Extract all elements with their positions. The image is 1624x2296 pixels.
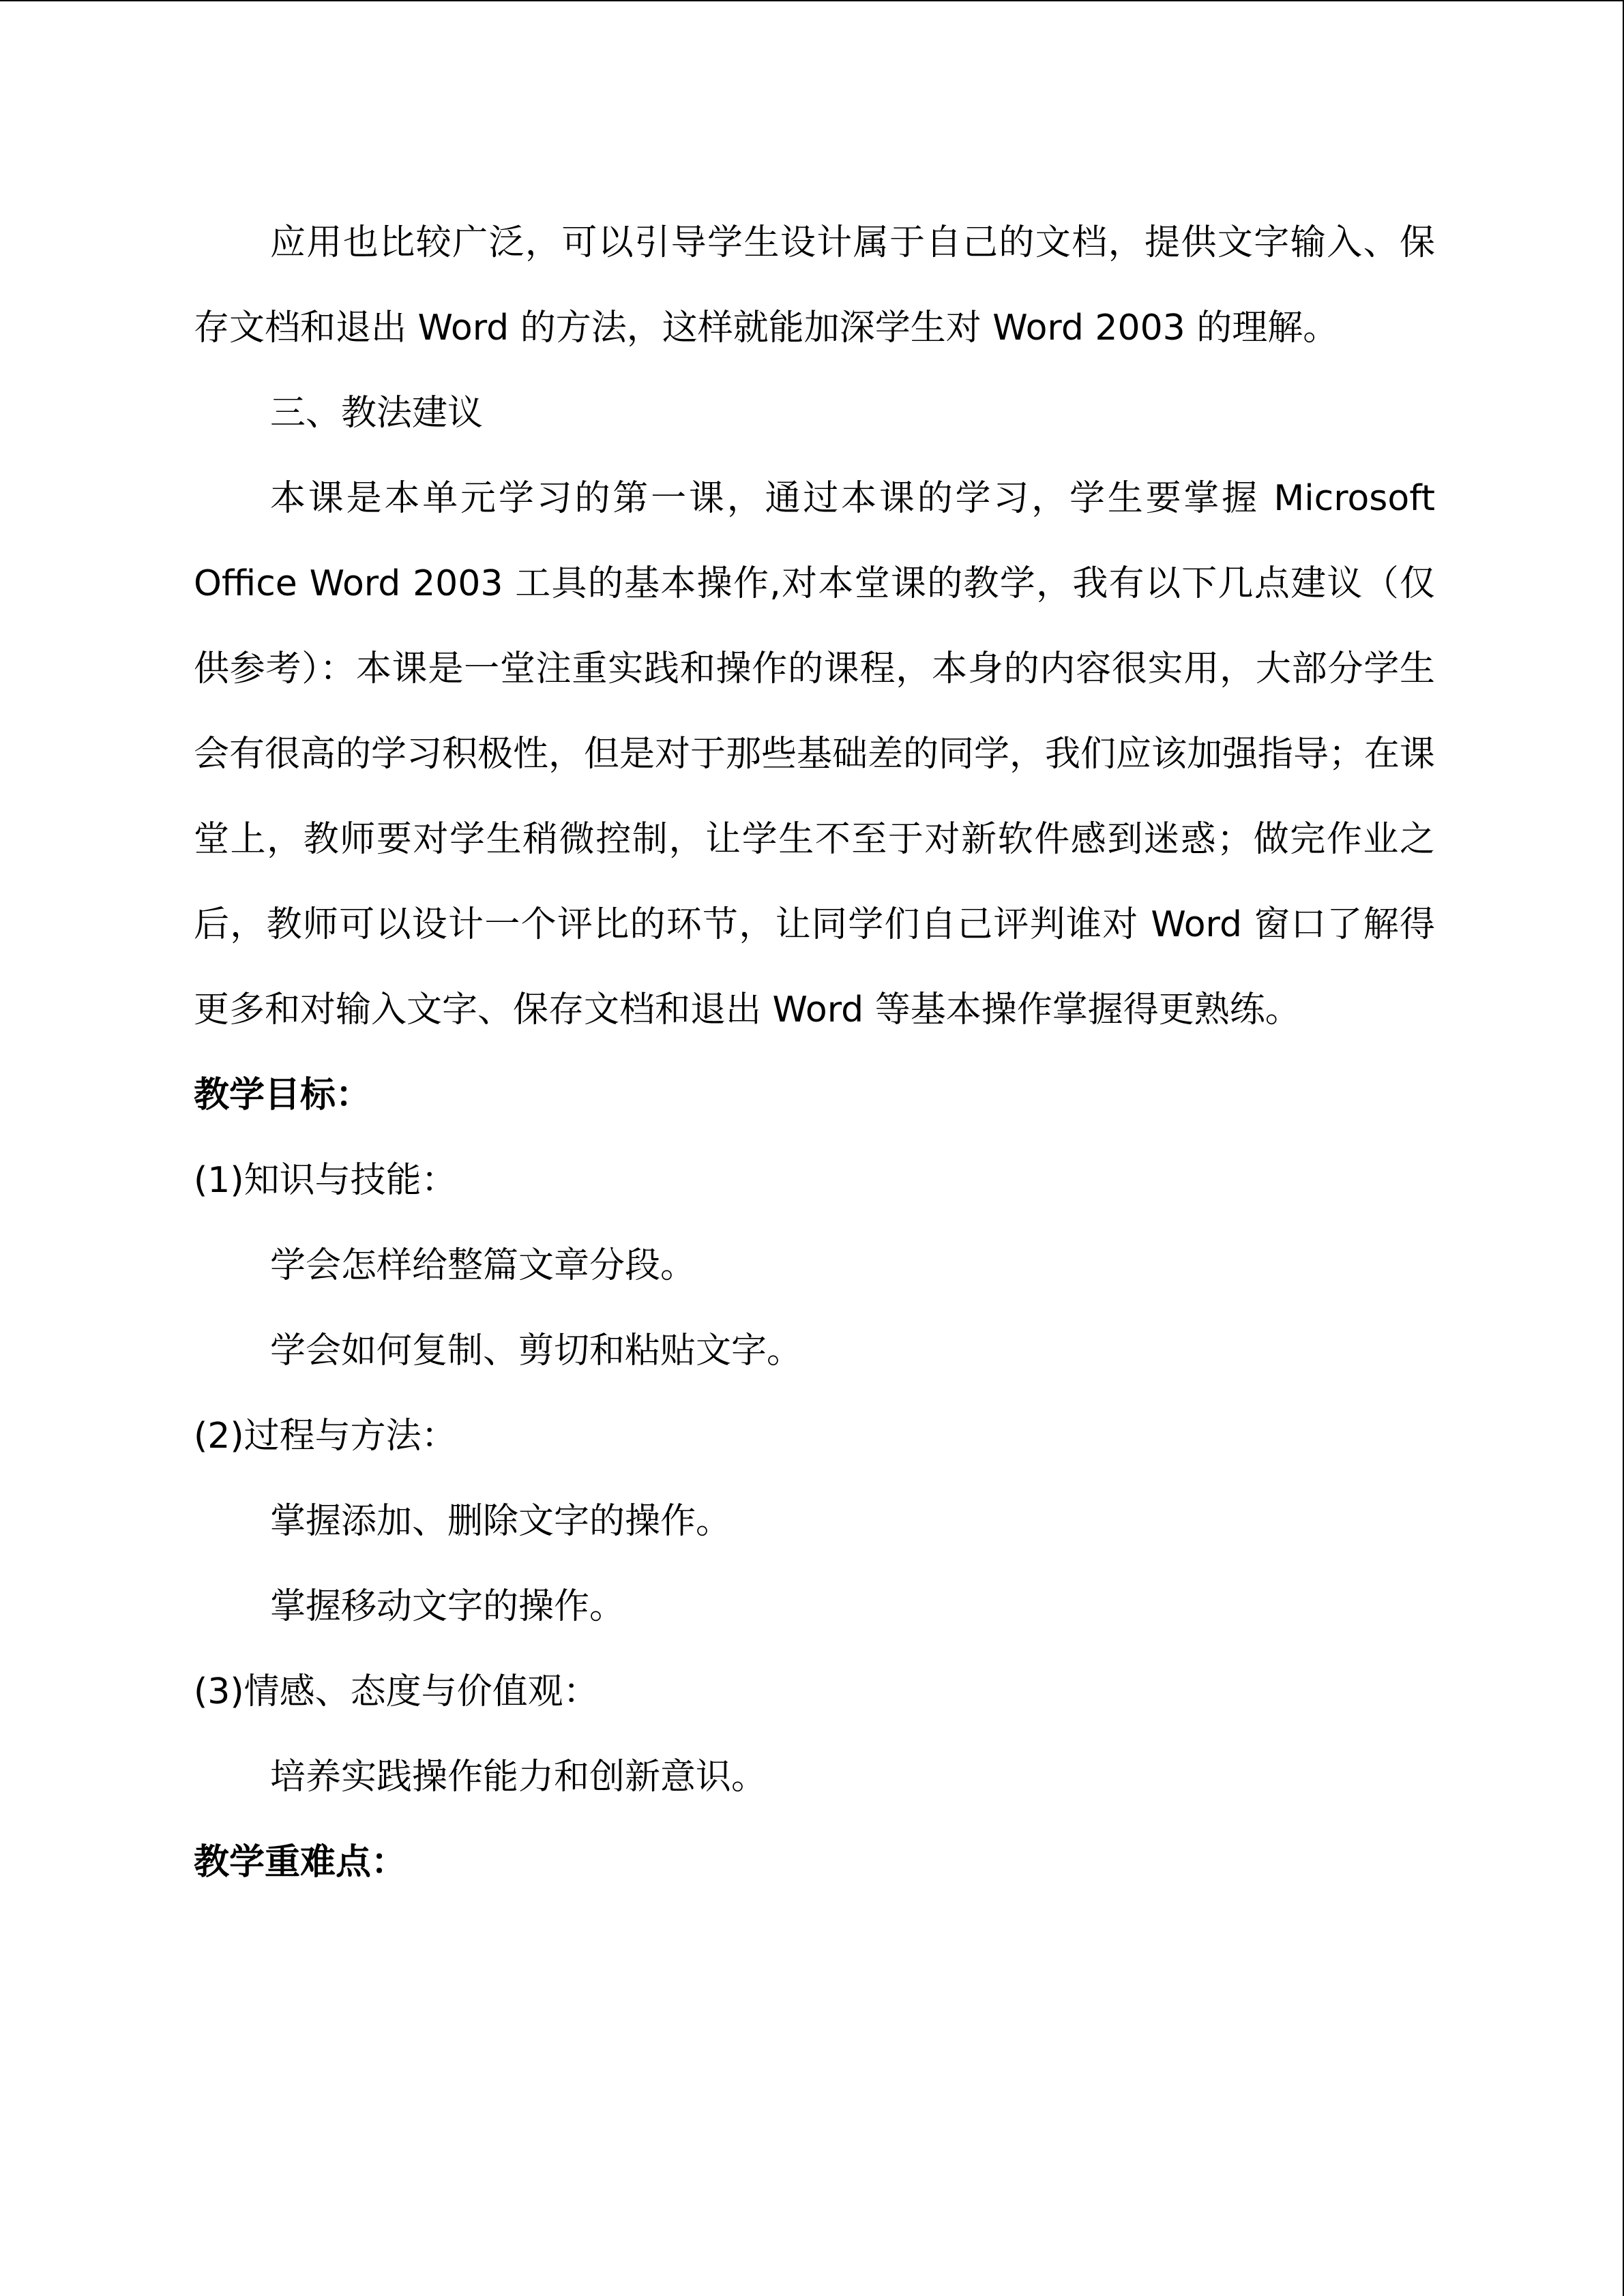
objective-attitude-values-label: (3)情感、态度与价值观：: [194, 1671, 599, 1712]
paragraph-intro-continuation: 应用也比较广泛，可以引导学生设计属于自己的文档，提供文字输入、保存文档和退出 Word 的方法，这样就能加深学生对 Word 2003 的理解。: [194, 222, 1435, 348]
objective-knowledge-item: 学会如何复制、剪切和粘贴文字。: [270, 1330, 803, 1371]
objective-attitude-item: 培养实践操作能力和创新意识。: [270, 1757, 767, 1798]
objective-process-method-label: (2)过程与方法：: [194, 1416, 457, 1457]
objective-process-item: 掌握添加、删除文字的操作。: [270, 1501, 732, 1542]
difficulties-heading: 教学重难点：: [194, 1842, 407, 1883]
paragraph-teaching-suggestions: 本课是本单元学习的第一课，通过本课的学习，学生要掌握 Microsoft Office Word 2003 工具的基本操作,对本堂课的教学，我有以下几点建议（仅供参考）：本课是一堂注重实践和操作的课程，本身的内容很实用，大部分学生会有很高的学习积极性，但是对于那些基础差的同学，我们应该加强指导；在课堂上，教师要对学生稍微控制，让学生不至于对新软件感到迷惑；做完作业之后，教师可以设计一个评比的环节，让同学们自己评判谁对 Word 窗口了解得更多和对输入文字、保存文档和退出 Word 等基本操作掌握得更熟练。: [194, 478, 1436, 1030]
objective-knowledge-skills-label: (1)知识与技能：: [194, 1160, 457, 1201]
objectives-heading: 教学目标：: [194, 1075, 372, 1116]
objective-knowledge-item: 学会怎样给整篇文章分段。: [270, 1245, 696, 1286]
section-heading-teaching-suggestions: 三、教法建议: [270, 393, 484, 434]
objective-process-item: 掌握移动文字的操作。: [270, 1586, 625, 1627]
document-body: [194, 200, 1435, 1905]
